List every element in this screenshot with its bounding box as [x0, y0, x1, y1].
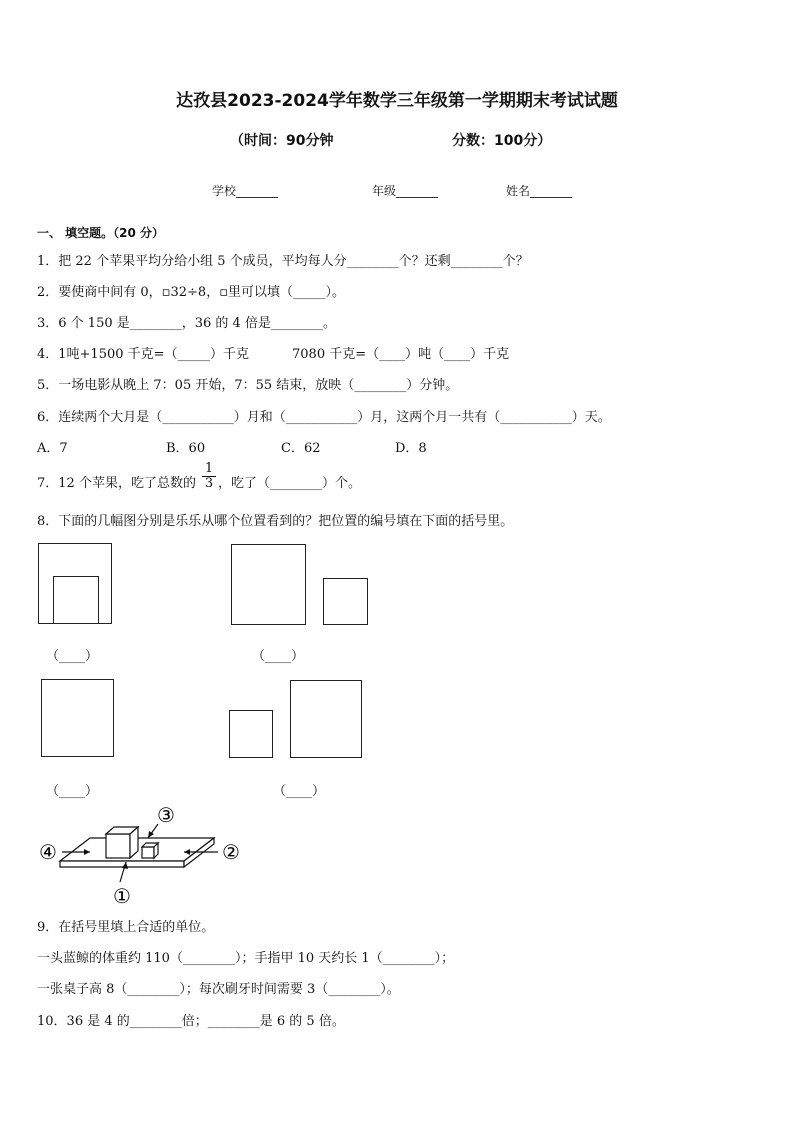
answer-blank-4[interactable]: （____）	[273, 784, 326, 799]
answer-blank-1[interactable]: （____）	[46, 649, 99, 664]
question-9-line-2: 一张桌子高 8（________）；每次刷牙时间需要 3（________）。	[37, 982, 400, 997]
position-label-2: ②	[222, 840, 240, 864]
option-d: D．8	[395, 441, 427, 456]
question-4b: 7080 千克=（____）吨（____）千克	[292, 347, 510, 362]
question-7-end: ，吃了（________）个。	[218, 476, 362, 491]
view-figure-4-small	[229, 710, 273, 758]
position-label-3: ③	[157, 803, 175, 827]
fraction-one-third	[202, 462, 216, 491]
section-heading: 一、 填空题。（20 分）	[37, 226, 165, 240]
position-label-4: ④	[39, 840, 57, 864]
large-cube-front	[106, 834, 130, 858]
question-9: 9．在括号里填上合适的单位。	[37, 920, 215, 935]
question-2: 2．要使商中间有 0，▫32÷8，▫里可以填（_____）。	[37, 285, 346, 300]
view-figure-2-large	[231, 544, 306, 625]
answer-blank-3[interactable]: （____）	[46, 784, 99, 799]
view-figure-1-inner	[53, 576, 99, 624]
question-7-start: 7．12 个苹果，吃了总数的	[37, 476, 196, 491]
question-8: 8．下面的几幅图分别是乐乐从哪个位置看到的？把位置的编号填在下面的括号里。	[37, 514, 514, 529]
school-field[interactable]: 学校_______	[212, 184, 279, 198]
fraction-numerator: 1	[202, 462, 216, 477]
question-9-line-1: 一头蓝鲸的体重约 110（________）；手指甲 10 天约长 1（________）；	[37, 951, 455, 966]
question-1: 1．把 22 个苹果平均分给小组 5 个成员，平均每人分________个？还剩________个？	[37, 254, 529, 269]
question-6: 6．连续两个大月是（___________）月和（___________）月，这两个月一共有（___________）天。	[37, 410, 611, 425]
exam-score: 分数：100分）	[452, 133, 552, 149]
answer-blank-2[interactable]: （____）	[252, 649, 305, 664]
question-3: 3．6 个 150 是________，36 的 4 倍是________。	[37, 316, 336, 331]
small-cube-front	[142, 847, 154, 858]
exam-time: （时间：90分钟	[230, 133, 334, 149]
position-label-1: ①	[113, 884, 131, 908]
position-diagram	[34, 800, 250, 908]
option-b: B．60	[166, 441, 206, 456]
question-5: 5．一场电影从晚上 7：05 开始，7：55 结束，放映（________）分钟。	[37, 378, 459, 393]
question-4a: 4．1吨+1500 千克=（_____）千克	[37, 347, 250, 362]
page-title: 达孜县2023-2024学年数学三年级第一学期期末考试试题	[176, 91, 618, 111]
view-figure-4-large	[290, 680, 362, 758]
platform-front	[60, 861, 184, 867]
fraction-denominator: 3	[204, 476, 214, 491]
arrow-3-head	[148, 831, 154, 838]
grade-field[interactable]: 年级_______	[372, 184, 439, 198]
option-a: A．7	[37, 441, 68, 456]
view-figure-2-small	[323, 578, 368, 625]
option-c: C．62	[281, 441, 321, 456]
view-figure-3	[41, 679, 114, 757]
name-field[interactable]: 姓名_______	[506, 184, 573, 198]
question-10: 10．36 是 4 的________倍；________是 6 的 5 倍。	[37, 1014, 345, 1029]
